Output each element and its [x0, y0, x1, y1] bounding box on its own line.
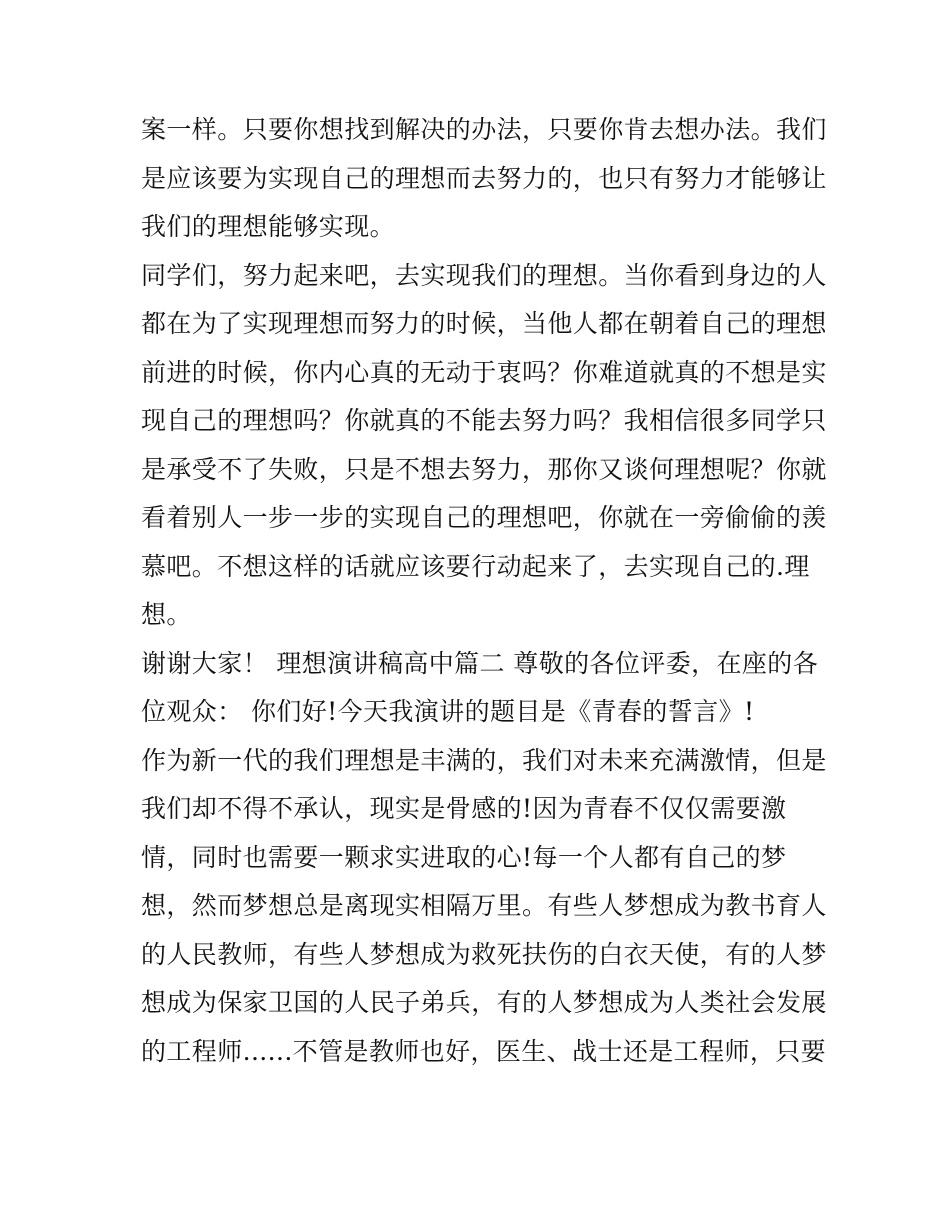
text-line: 我们却不得不承认，现实是骨感的!因为青春不仅仅需要激 [141, 794, 787, 823]
text-line: 的工程师......不管是教师也好，医生、战士还是工程师，只要 [141, 1036, 827, 1066]
text-line: 现自己的理想吗？你就真的不能去努力吗？我相信很多同学只 [141, 406, 827, 435]
text-line: 我们的理想能够实现。 [141, 212, 396, 241]
text-line: 是承受不了失败，只是不想去努力，那你又谈何理想呢？你就 [141, 454, 827, 484]
text-line: 想成为保家卫国的人民子弟兵，有的人梦想成为人类社会发展 [141, 988, 827, 1017]
text-line: 是应该要为实现自己的理想而去努力的，也只有努力才能够让 [141, 163, 827, 193]
text-line: 想，然而梦想总是离现实相隔万里。有些人梦想成为教书育人 [141, 891, 827, 920]
body-text [141, 106, 827, 1076]
text-line: 案一样。只要你想找到解决的办法，只要你肯去想办法。我们 [141, 115, 827, 144]
text-line: 谢谢大家！ 理想演讲稿高中篇二 尊敬的各位评委，在座的各 [141, 648, 819, 678]
text-line: 情，同时也需要一颗求实进取的心!每一个人都有自己的梦 [141, 842, 787, 872]
text-line: 都在为了实现理想而努力的时候，当他人都在朝着自己的理想 [141, 309, 827, 338]
text-line: 作为新一代的我们理想是丰满的，我们对未来充满激情，但是 [141, 745, 827, 775]
text-line: 慕吧。不想这样的话就应该要行动起来了，去实现自己的.理 [141, 551, 810, 581]
text-line: 看着别人一步一步的实现自己的理想吧，你就在一旁偷偷的羡 [141, 503, 827, 532]
text-line: 同学们，努力起来吧，去实现我们的理想。当你看到身边的人 [141, 260, 827, 290]
text-line: 的人民教师，有些人梦想成为救死扶伤的白衣天使，有的人梦 [141, 939, 827, 969]
text-line: 位观众： 你们好!今天我演讲的题目是《青春的誓言》! [141, 697, 755, 726]
text-line: 想。 [141, 600, 192, 629]
text-line: 前进的时候，你内心真的无动于衷吗？你难道就真的不想是实 [141, 357, 827, 387]
